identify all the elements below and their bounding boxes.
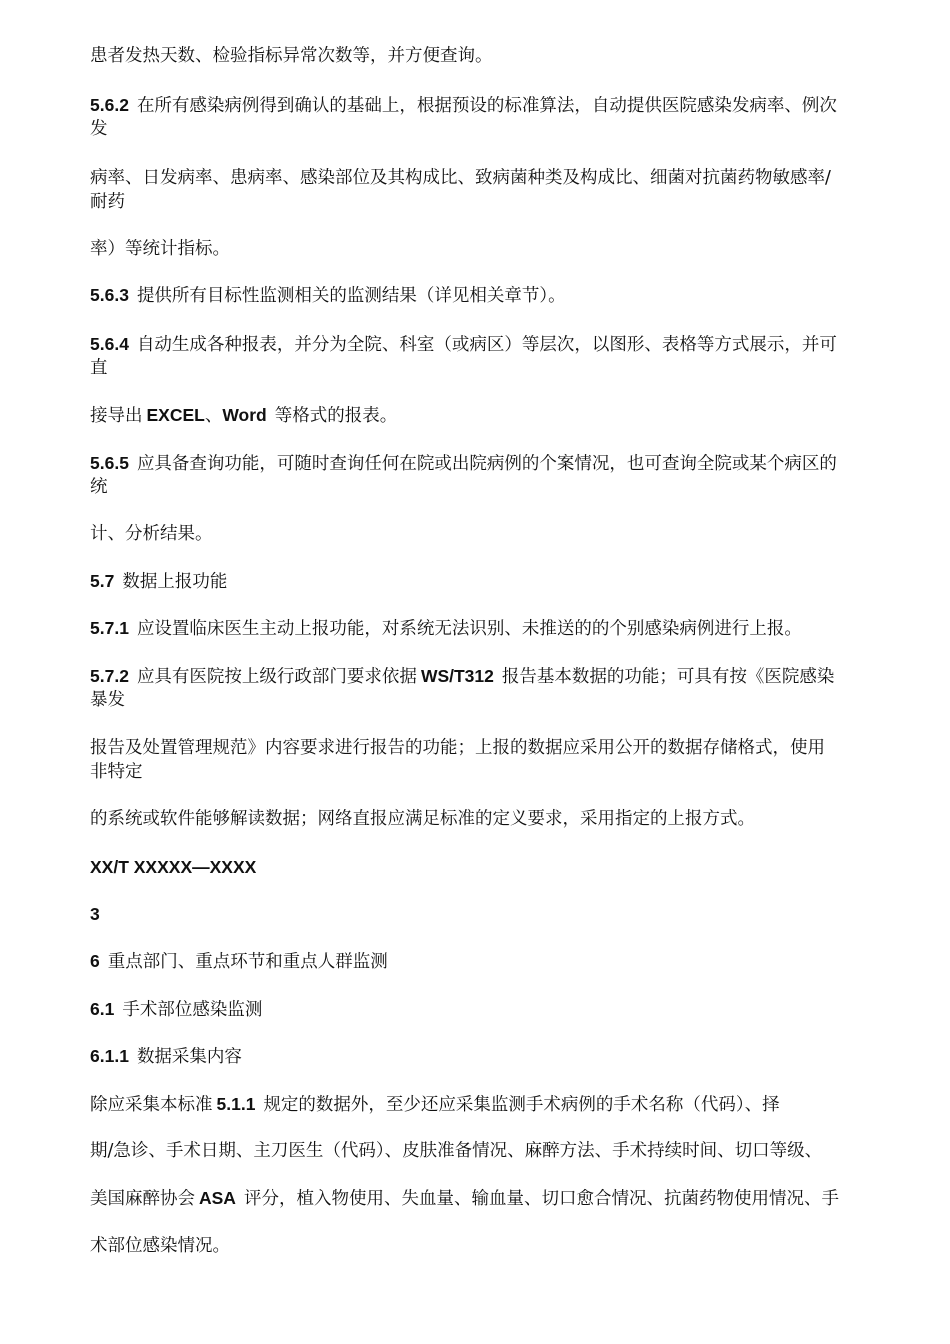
text-line: 除应采集本标准 5.1.1 规定的数据外，至少还应采集监测手术病例的手术名称（代码）、择	[90, 1094, 780, 1115]
clause-5-6-4: 5.6.4 自动生成各种报表，并分为全院、科室（或病区）等层次，以图形、表格等方式展示，并可	[90, 334, 837, 355]
text-line: 接导出 EXCEL、Word 等格式的报表。	[90, 405, 398, 426]
clause-number: 5.7.2	[90, 666, 129, 686]
text-line: 美国麻醉协会 ASA 评分，植入物使用、失血量、输血量、切口愈合情况、抗菌药物使用情况、手	[90, 1188, 839, 1209]
text-line: 患者发热天数、检验指标异常次数等，并方便查询。	[90, 46, 493, 66]
clause-5-7-2: 5.7.2 应具有医院按上级行政部门要求依据 WS/T312 报告基本数据的功能；可具有按《医院感染	[90, 666, 835, 687]
section-6-1: 6.1 手术部位感染监测	[90, 999, 263, 1020]
clause-5-7-1: 5.7.1 应设置临床医生主动上报功能，对系统无法识别、未推送的的个别感染病例进行上报。	[90, 618, 802, 639]
section-6-1-1: 6.1.1 数据采集内容	[90, 1046, 242, 1067]
section-6: 6 重点部门、重点环节和重点人群监测	[90, 951, 388, 972]
text-line: 率）等统计指标。	[90, 239, 230, 259]
clause-number: 5.6.4	[90, 334, 129, 354]
text-line: 术部位感染情况。	[90, 1236, 230, 1256]
text-line: 病率、日发病率、患病率、感染部位及其构成比、致病菌种类及构成比、细菌对抗菌药物敏感率/	[90, 168, 831, 188]
clause-number: 5.6.2	[90, 95, 129, 115]
text-line: 发	[90, 119, 108, 139]
clause-number: 6	[90, 951, 100, 971]
clause-number: 5.7	[90, 571, 115, 591]
page-number: 3	[90, 904, 100, 924]
clause-number: 6.1	[90, 999, 115, 1019]
text-line: 期/急诊、手术日期、主刀医生（代码）、皮肤准备情况、麻醉方法、手术持续时间、切口等级、	[90, 1141, 823, 1161]
text-line: 非特定	[90, 762, 143, 782]
clause-5-6-3: 5.6.3 提供所有目标性监测相关的监测结果（详见相关章节）。	[90, 285, 566, 306]
standard-code: XX/T XXXXX—XXXX	[90, 857, 257, 877]
text-line: 耐药	[90, 192, 125, 212]
clause-5-6-5: 5.6.5 应具备查询功能，可随时查询任何在院或出院病例的个案情况，也可查询全院或某个病区的	[90, 453, 837, 474]
clause-number: 5.7.1	[90, 618, 129, 638]
clause-number: 6.1.1	[90, 1046, 129, 1066]
text-line: 报告及处置管理规范》内容要求进行报告的功能；上报的数据应采用公开的数据存储格式，使用	[90, 738, 825, 758]
text-line: 统	[90, 477, 108, 497]
clause-number: 5.6.3	[90, 285, 129, 305]
section-5-7: 5.7 数据上报功能	[90, 571, 228, 592]
text-line: 计、分析结果。	[90, 524, 213, 544]
text-line: 的系统或软件能够解读数据；网络直报应满足标准的定义要求，采用指定的上报方式。	[90, 809, 755, 829]
text-line: 暴发	[90, 690, 125, 710]
clause-number: 5.6.5	[90, 453, 129, 473]
text-line: 直	[90, 358, 108, 378]
clause-5-6-2: 5.6.2 在所有感染病例得到确认的基础上，根据预设的标准算法，自动提供医院感染发病率、例次	[90, 95, 837, 116]
